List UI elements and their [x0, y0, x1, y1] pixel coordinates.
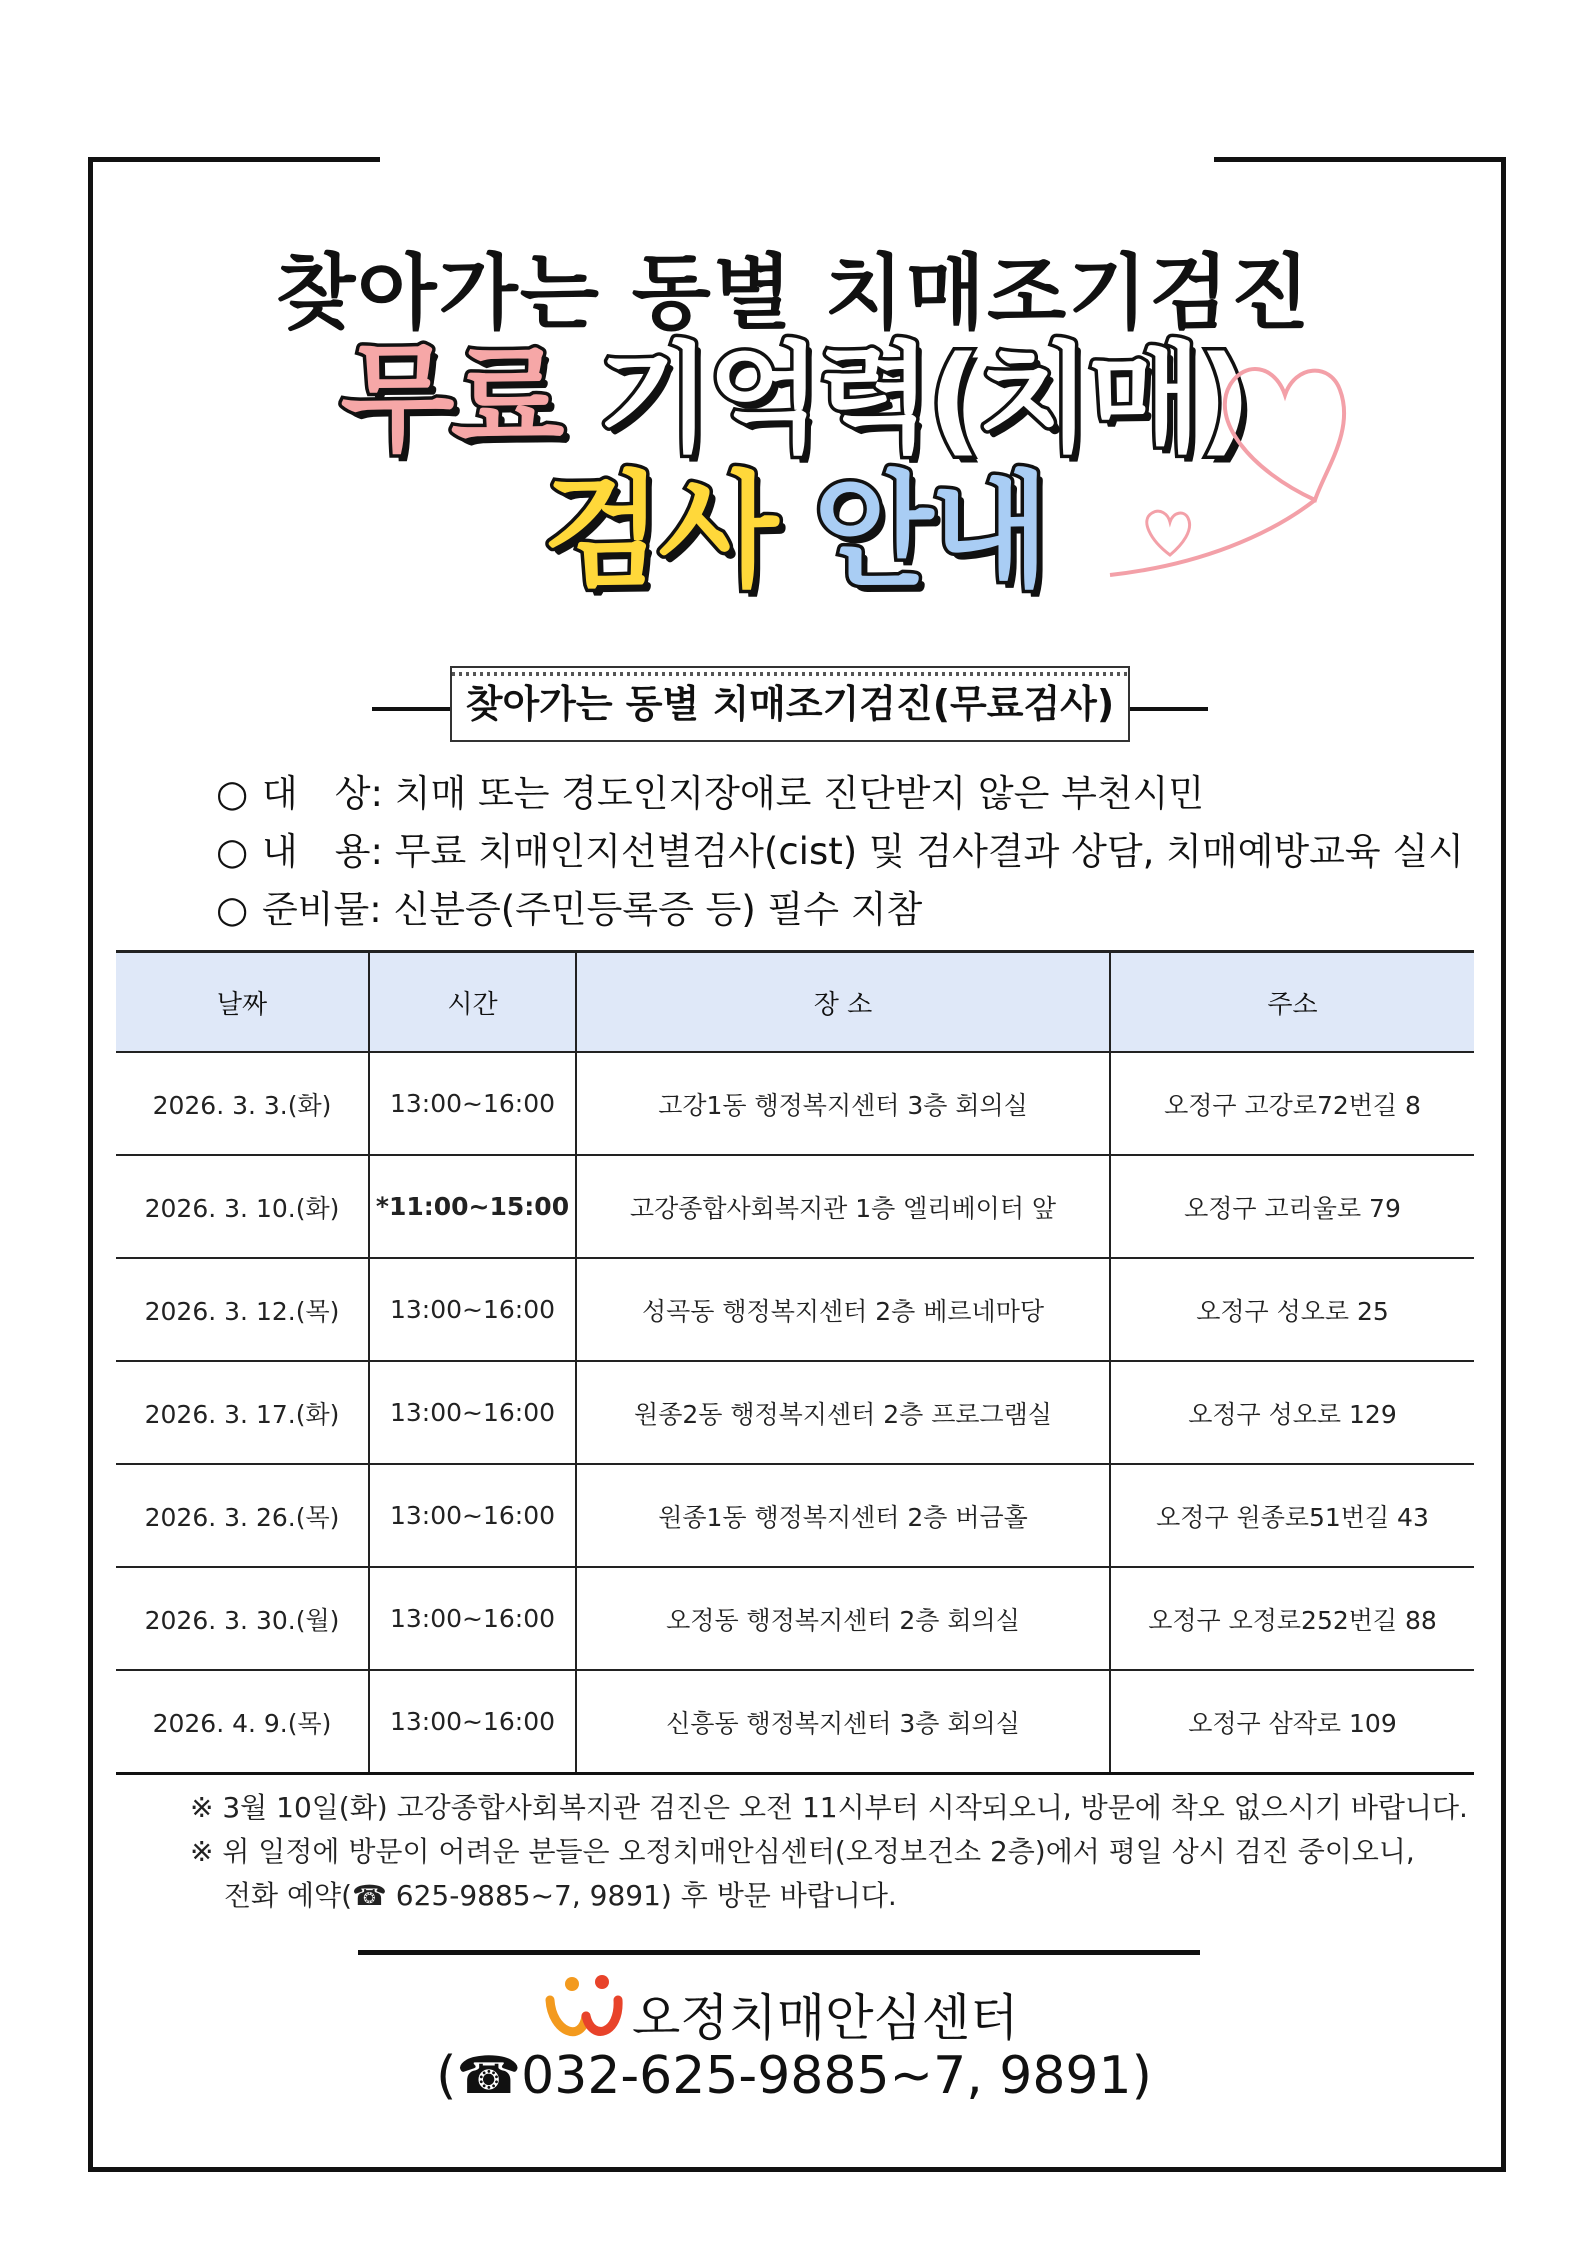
title-guide-word: 안내 [813, 460, 1046, 604]
cell-place: 성곡동 행정복지센터 2층 베르네마당 [576, 1258, 1110, 1361]
header-place: 장 소 [576, 952, 1110, 1053]
cell-date: 2026. 4. 9.(목) [116, 1670, 369, 1774]
frame-top-left [88, 157, 380, 162]
cell-place: 오정동 행정복지센터 2층 회의실 [576, 1567, 1110, 1670]
cell-time: *11:00~15:00 [369, 1155, 576, 1258]
heart-icon [1100, 350, 1370, 590]
info-preparation [216, 881, 1464, 939]
cell-address: 오정구 고강로72번길 8 [1110, 1052, 1474, 1155]
frame-bottom [88, 2167, 1506, 2172]
cell-time: 13:00~16:00 [369, 1464, 576, 1567]
cell-time: 13:00~16:00 [369, 1670, 576, 1774]
cell-address: 오정구 성오로 25 [1110, 1258, 1474, 1361]
subtitle-line-left [372, 707, 452, 711]
table-row [116, 1464, 1474, 1567]
table-header-row [116, 952, 1474, 1053]
logo-icon [542, 1972, 624, 2046]
cell-address: 오정구 성오로 129 [1110, 1361, 1474, 1464]
center-phone: (☎032-625-9885~7, 9891) [436, 2046, 1152, 2106]
cell-time: 13:00~16:00 [369, 1361, 576, 1464]
frame-top-right [1214, 157, 1506, 162]
subtitle-box: 찾아가는 동별 치매조기검진(무료검사) [450, 666, 1130, 742]
center-name [632, 1978, 1018, 2050]
circle-bullet-icon: ○ [216, 888, 249, 931]
cell-address: 오정구 삼작로 109 [1110, 1670, 1474, 1774]
table-row [116, 1258, 1474, 1361]
table-row [116, 1361, 1474, 1464]
cell-date: 2026. 3. 12.(목) [116, 1258, 369, 1361]
cell-time: 13:00~16:00 [369, 1052, 576, 1155]
cell-place: 신흥동 행정복지센터 3층 회의실 [576, 1670, 1110, 1774]
cell-address: 오정구 원종로51번길 43 [1110, 1464, 1474, 1567]
cell-place: 고강1동 행정복지센터 3층 회의실 [576, 1052, 1110, 1155]
header-address: 주소 [1110, 952, 1474, 1053]
header-time: 시간 [369, 952, 576, 1053]
cell-time: 13:00~16:00 [369, 1258, 576, 1361]
info-content [216, 823, 1464, 881]
note-1: ※ 3월 10일(화) 고강종합사회복지관 검진은 오전 11시부터 시작되오니, 방문에 착오 없으시기 바랍니다. [190, 1791, 1468, 1824]
circle-bullet-icon: ○ [216, 772, 249, 815]
header-date: 날짜 [116, 952, 369, 1053]
title-exam-word: 검사 [542, 460, 775, 604]
cell-place: 원종1동 행정복지센터 2층 버금홀 [576, 1464, 1110, 1567]
table-row [116, 1670, 1474, 1774]
cell-date: 2026. 3. 17.(화) [116, 1361, 369, 1464]
cell-date: 2026. 3. 10.(화) [116, 1155, 369, 1258]
title-memory-word: 기억력(치매) [597, 330, 1248, 468]
cell-address: 오정구 고리울로 79 [1110, 1155, 1474, 1258]
note-2-line2: 전화 예약(☎ 625-9885~7, 9891) 후 방문 바랍니다. [224, 1879, 897, 1912]
info-label: 준비물: [262, 888, 382, 931]
cell-time: 13:00~16:00 [369, 1567, 576, 1670]
title-free-word: 무료 [340, 330, 561, 468]
table-row [116, 1567, 1474, 1670]
footer-divider [358, 1950, 1200, 1955]
cell-place: 고강종합사회복지관 1층 엘리베이터 앞 [576, 1155, 1110, 1258]
notes [190, 1786, 1468, 1918]
info-text: 치매 또는 경도인지장애로 진단받지 않은 부천시민 [394, 772, 1205, 815]
schedule-table [116, 950, 1474, 1775]
table-row [116, 1155, 1474, 1258]
info-label: 대 상: [262, 772, 383, 815]
info-list [216, 765, 1464, 939]
info-target [216, 765, 1464, 823]
cell-place: 원종2동 행정복지센터 2층 프로그램실 [576, 1361, 1110, 1464]
info-text: 무료 치매인지선별검사(cist) 및 검사결과 상담, 치매예방교육 실시 [394, 830, 1464, 873]
subtitle-line-right [1128, 707, 1208, 711]
info-label: 내 용: [262, 830, 383, 873]
frame-right [1501, 157, 1506, 2172]
frame-left [88, 157, 93, 2172]
circle-bullet-icon: ○ [216, 830, 249, 873]
cell-date: 2026. 3. 26.(목) [116, 1464, 369, 1567]
info-text: 신분증(주민등록증 등) 필수 지참 [393, 888, 923, 931]
cell-address: 오정구 오정로252번길 88 [1110, 1567, 1474, 1670]
cell-date: 2026. 3. 30.(월) [116, 1567, 369, 1670]
note-2-line1: ※ 위 일정에 방문이 어려운 분들은 오정치매안심센터(오정보건소 2층)에서 평일 상시 검진 중이오니, [190, 1835, 1415, 1868]
page-title-line1: 찾아가는 동별 치매조기검진 [276, 246, 1312, 341]
cell-date: 2026. 3. 3.(화) [116, 1052, 369, 1155]
center-name-text: 오정치매안심센터 [632, 1989, 1019, 2047]
table-row [116, 1052, 1474, 1155]
